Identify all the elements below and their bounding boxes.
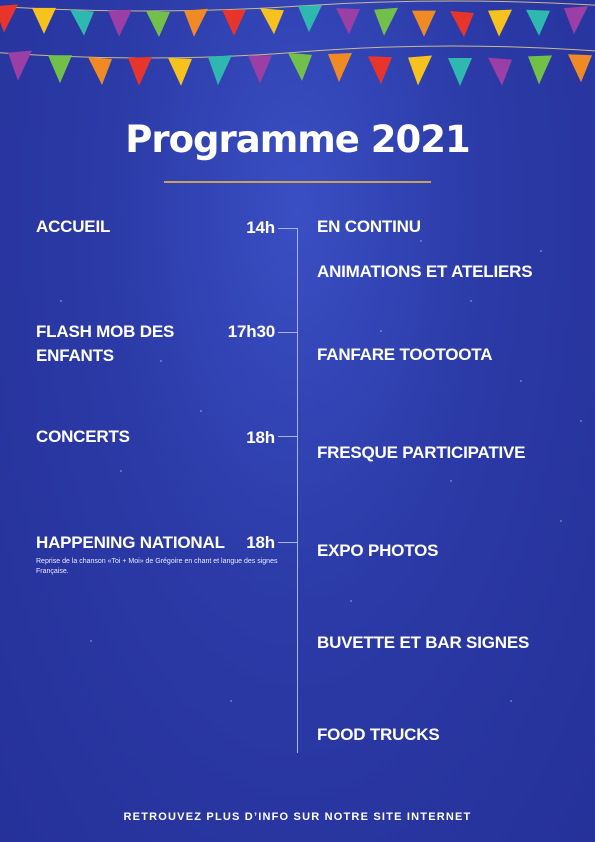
continu-item: FRESQUE PARTICIPATIVE <box>317 443 526 462</box>
event-happening-time: 18h <box>246 533 275 552</box>
timeline-tick <box>278 542 298 543</box>
background-sparkle <box>200 410 202 412</box>
bunting-flag <box>70 10 94 36</box>
bunting-flag <box>450 11 474 37</box>
background-sparkle <box>420 240 422 242</box>
bunting-flag <box>526 10 550 36</box>
bunting-flag <box>336 8 360 34</box>
bunting-flag <box>488 58 512 86</box>
background-sparkle <box>580 420 582 422</box>
event-concerts-time: 18h <box>246 428 275 447</box>
continu-heading: EN CONTINU <box>317 217 421 236</box>
bunting-decoration <box>0 0 595 110</box>
background-sparkle <box>60 300 62 302</box>
event-happening-label: HAPPENING NATIONAL <box>36 533 225 552</box>
background-sparkle <box>450 480 452 482</box>
bunting-flag <box>528 55 552 84</box>
continu-item: EXPO PHOTOS <box>317 541 439 560</box>
bunting-flag <box>8 51 32 81</box>
background-sparkle <box>380 330 382 332</box>
event-happening-note: Reprise de la chanson «Toi + Moi» de Grégoire en chant et langue des signes Française. <box>36 558 278 575</box>
timeline-tick <box>278 332 298 333</box>
bunting-flag <box>222 10 246 36</box>
timeline-tick <box>278 228 298 229</box>
background-sparkle <box>160 360 162 362</box>
footer-website-notice: RETROUVEZ PLUS D’INFO SUR NOTRE SITE INTERNET <box>123 811 472 823</box>
bunting-flag <box>146 11 170 37</box>
background-sparkle <box>350 600 352 602</box>
bunting-flag <box>168 58 192 86</box>
timeline-tick <box>278 436 298 437</box>
bunting-flag <box>48 55 72 83</box>
bunting-flag <box>448 58 472 86</box>
bunting-flag <box>0 4 18 32</box>
event-flash-mob-label: FLASH MOB DES ENFANTS <box>36 322 175 365</box>
background-sparkle <box>120 470 122 472</box>
background-sparkle <box>230 700 232 702</box>
timeline-line <box>297 228 298 753</box>
bunting-flag <box>288 53 312 81</box>
bunting-flag <box>248 55 272 83</box>
background-sparkle <box>520 380 522 382</box>
bunting-flag <box>488 10 512 37</box>
bunting-flag <box>368 56 392 84</box>
bunting-string <box>0 1 595 11</box>
bunting-flag <box>32 8 56 34</box>
event-concerts-label: CONCERTS <box>36 427 130 446</box>
bunting-flag <box>564 6 588 34</box>
page-title: Programme 2021 <box>125 118 470 161</box>
continu-item: FOOD TRUCKS <box>317 725 440 744</box>
continu-item: ANIMATIONS ET ATELIERS <box>317 262 533 281</box>
bunting-flag <box>108 10 132 37</box>
bunting-flag <box>412 11 436 37</box>
bunting-flag <box>374 8 398 36</box>
bunting-flag <box>408 56 432 86</box>
event-accueil-label: ACCUEIL <box>36 217 111 236</box>
background-sparkle <box>90 640 92 642</box>
bunting-flag <box>128 57 152 86</box>
background-sparkle <box>540 250 542 252</box>
continu-item: BUVETTE ET BAR SIGNES <box>317 633 530 652</box>
bunting-flag <box>88 57 112 85</box>
bunting-flag <box>568 54 592 82</box>
event-flash-mob-time: 17h30 <box>227 322 275 341</box>
background-sparkle <box>560 520 562 522</box>
background-sparkle <box>510 700 512 702</box>
title-divider <box>164 181 431 183</box>
event-accueil-time: 14h <box>246 218 275 237</box>
bunting-flag <box>208 55 232 85</box>
background-sparkle <box>470 300 472 302</box>
bunting-flag <box>184 9 208 37</box>
continu-item: FANFARE TOOTOOTA <box>317 345 493 364</box>
bunting-flag <box>298 5 322 32</box>
bunting-flag <box>260 8 284 34</box>
bunting-flag <box>328 53 352 82</box>
